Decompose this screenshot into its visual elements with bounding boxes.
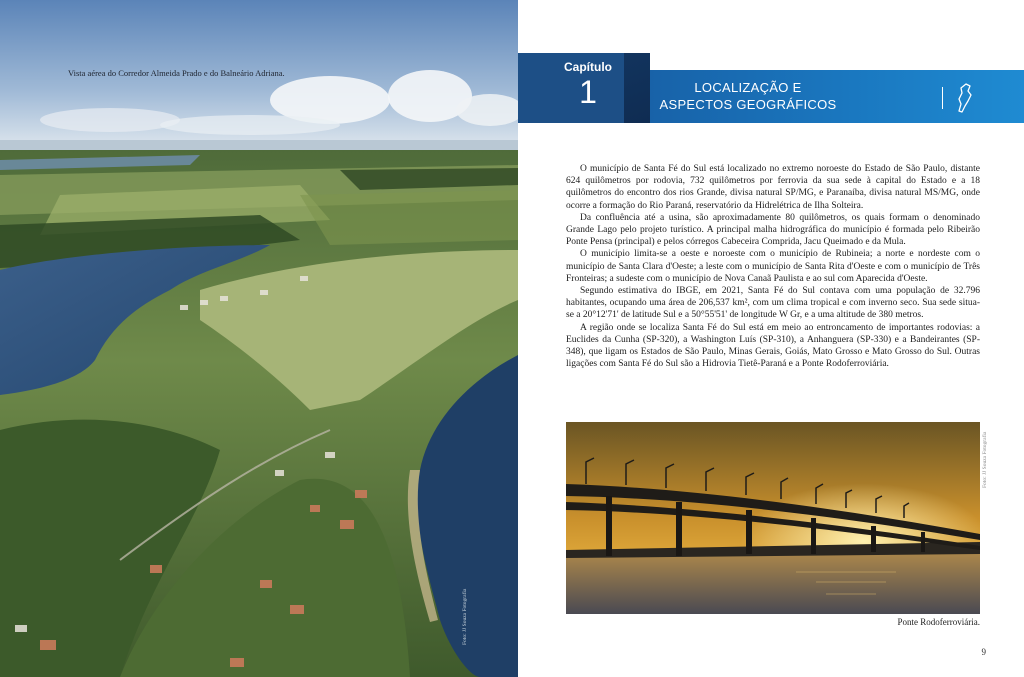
chapter-label: Capítulo [564, 60, 612, 74]
paragraph: Da confluência até a usina, são aproximadamente 80 quilômetros, os quais formam o denominado Grande Lago pelo projeto turístico. A principal malha hidrográfica do município é formada pelo Ribeirão Ponte Pensa (principal) e pelos córregos Cabeceira Comprida, Jacu Queimado e da Mula. [566, 212, 980, 248]
paragraph: Segundo estimativa do IBGE, em 2021, Santa Fé do Sul contava com uma população de 32.796 habitantes, ocupando uma área de 206,537 km², com um clima tropical e com inverno seco. Sua sede situa-se a 20°12'71' de latitude Sul e a 50°55'51' de longitude W Gr, e a uma altitude de 380 metros. [566, 286, 980, 321]
bridge-caption: Ponte Rodoferroviária. [897, 617, 980, 627]
chapter-title-line-2: ASPECTOS GEOGRÁFICOS [659, 97, 837, 112]
text-page [518, 0, 1024, 677]
bridge-photo [566, 422, 980, 614]
paragraph: A região onde se localiza Santa Fé do Sul está em meio ao entroncamento de importantes rodovias: a Euclides da Cunha (SP-320), a Washington Luís (SP-310), a Anhanguera (SP-330) e a Bandeirantes (SP-348), que ligam os Estados de São Paulo, Minas Gerais, Goiás, Mato Grosso e Mato Grosso do Sul. Outras ligações com Santa Fé do Sul são a Hidrovia Tietê-Paraná e a Ponte Rodoferroviária. [566, 322, 980, 370]
chapter-title [648, 79, 848, 113]
body-text [566, 163, 980, 370]
title-divider [942, 87, 943, 109]
chapter-title-line-1: LOCALIZAÇÃO E [694, 80, 802, 95]
photo-credit: Foto: JJ Souza Fotografia [462, 588, 468, 645]
bridge-photo-credit: Foto: JJ Souza Fotografia [982, 431, 988, 488]
state-map-icon [955, 82, 975, 114]
paragraph: O município de Santa Fé do Sul está localizado no extremo noroeste do Estado de São Paulo, distante 624 quilômetros por rodovia, 732 quilômetros por ferrovia da sua sede à capital do Estado e a 18 quilômetros do encontro dos rios Grande, divisa natural SP/MG, e Paranaíba, divisa natural MS/MG, onde ocorre a formação do Rio Paraná, reservatório da Hidrelétrica de Ilha Solteira. [566, 164, 980, 211]
photo-caption: Vista aérea do Corredor Almeida Prado e do Balneário Adriana. [68, 68, 285, 78]
bridge-sunset-image [566, 422, 980, 614]
chapter-number: 1 [579, 74, 597, 110]
paragraph: O município limita-se a oeste e noroeste com o município de Rubineia; a norte e nordeste com o município de Santa Clara d'Oeste; a leste com o município de Santa Rita d'Oeste e com o município de Três Fronteiras; a sudeste com o município de Nova Canaã Paulista e ao sul com Aparecida d'Oeste. [566, 249, 980, 284]
page-number: 9 [981, 647, 986, 657]
